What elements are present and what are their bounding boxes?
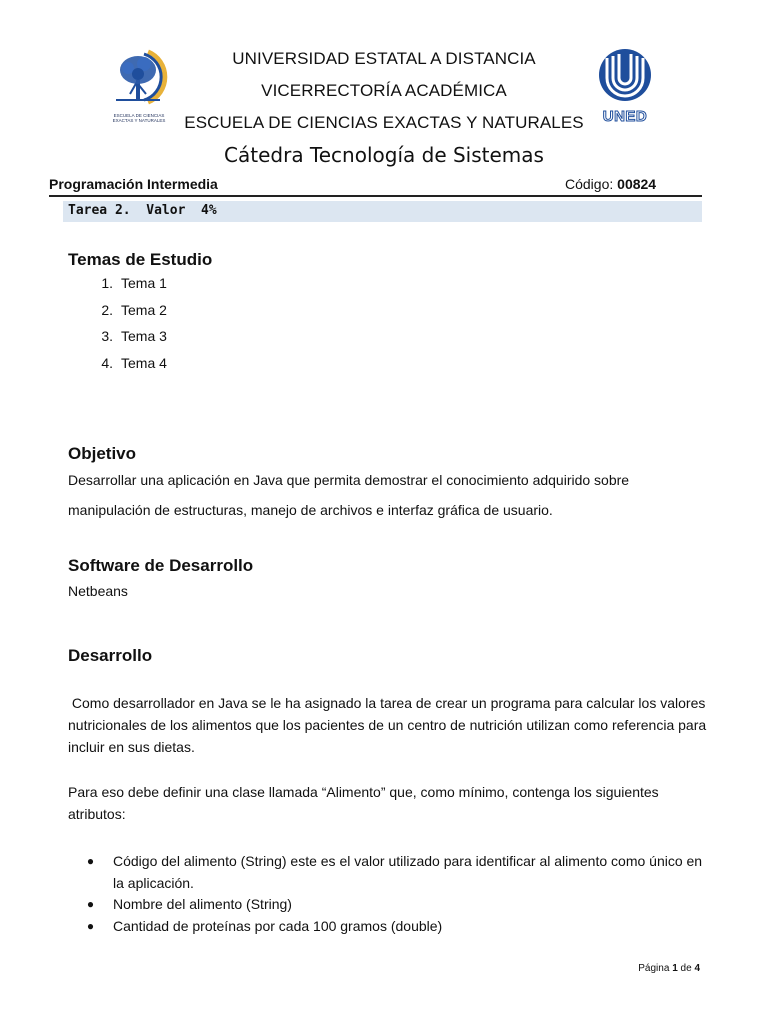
list-item-label: Tema 3 xyxy=(121,328,167,344)
course-name: Programación Intermedia xyxy=(49,176,218,192)
task-bar-label: Tarea 2. Valor 4% xyxy=(68,203,217,218)
list-item-label: Tema 1 xyxy=(121,275,167,291)
page-label: Página xyxy=(638,963,673,974)
list-number: 1. xyxy=(101,275,113,291)
escuela-title: ESCUELA DE CIENCIAS EXACTAS Y NATURALES xyxy=(184,113,584,132)
logo-text-line: EXACTAS Y NATURALES xyxy=(112,118,166,123)
logo-text-line: ESCUELA DE CIENCIAS xyxy=(113,113,165,118)
objetivo-line-1: Desarrollar una aplicación en Java que permita demostrar el conocimiento adquirido sobre xyxy=(68,472,630,488)
list-number: 4. xyxy=(101,354,113,371)
course-code xyxy=(565,176,656,192)
uned-wordmark: UNED xyxy=(602,108,648,125)
university-title: UNIVERSIDAD ESTATAL A DISTANCIA xyxy=(232,49,536,68)
list-item-label: Cantidad de proteínas por cada 100 gramos (double) xyxy=(113,917,443,934)
list-number: 3. xyxy=(101,328,113,344)
desarrollo-paragraph-2: Para eso debe definir una clase llamada “Alimento” que, como mínimo, contenga los siguientes atributos: xyxy=(68,784,659,822)
software-heading: Software de Desarrollo xyxy=(68,556,254,575)
list-item-label: Tema 4 xyxy=(121,354,167,371)
list-item xyxy=(68,302,167,329)
course-code-label: Código: xyxy=(565,176,618,192)
page-total: 4 xyxy=(694,963,700,974)
list-item xyxy=(68,355,167,382)
objetivo-line-2: manipulación de estructuras, manejo de archivos e interfaz gráfica de usuario. xyxy=(68,502,553,518)
desarrollo-heading: Desarrollo xyxy=(68,646,153,665)
list-item-label: Nombre del alimento (String) xyxy=(113,896,292,912)
list-item xyxy=(68,916,708,938)
list-item xyxy=(68,894,708,916)
task-bar xyxy=(63,201,702,222)
catedra-title: Cátedra Tecnología de Sistemas xyxy=(224,143,544,167)
course-code-value: 00824 xyxy=(617,176,657,192)
page-current: 1 xyxy=(672,963,678,974)
temas-list xyxy=(68,275,167,381)
list-item xyxy=(68,275,167,302)
objetivo-heading: Objetivo xyxy=(68,444,137,463)
bullet-icon: ● xyxy=(86,854,95,868)
bullet-icon: ● xyxy=(86,918,95,933)
desarrollo-paragraph-1: Como desarrollador en Java se le ha asignado la tarea de crear un programa para calcular los valores nutricionales de los alimentos que los pacientes de un centro de nutrición utilizan como referencia para incluir en sus dietas. xyxy=(68,695,711,755)
list-number: 2. xyxy=(101,301,113,318)
list-item xyxy=(68,328,167,355)
vicerrectoria-title: VICERRECTORÍA ACADÉMICA xyxy=(261,81,507,100)
list-item-label: Código del alimento (String) este es el valor utilizado para identificar al alimento como único en la aplicación. xyxy=(113,853,703,891)
list-item xyxy=(68,851,708,894)
attributes-list xyxy=(68,851,708,937)
bullet-icon: ● xyxy=(86,897,95,911)
temas-heading: Temas de Estudio xyxy=(68,250,213,269)
software-text: Netbeans xyxy=(68,583,128,599)
page-of-label: de xyxy=(677,963,695,974)
header-divider xyxy=(49,195,702,197)
list-item-label: Tema 2 xyxy=(121,301,167,318)
page-number xyxy=(600,963,700,974)
